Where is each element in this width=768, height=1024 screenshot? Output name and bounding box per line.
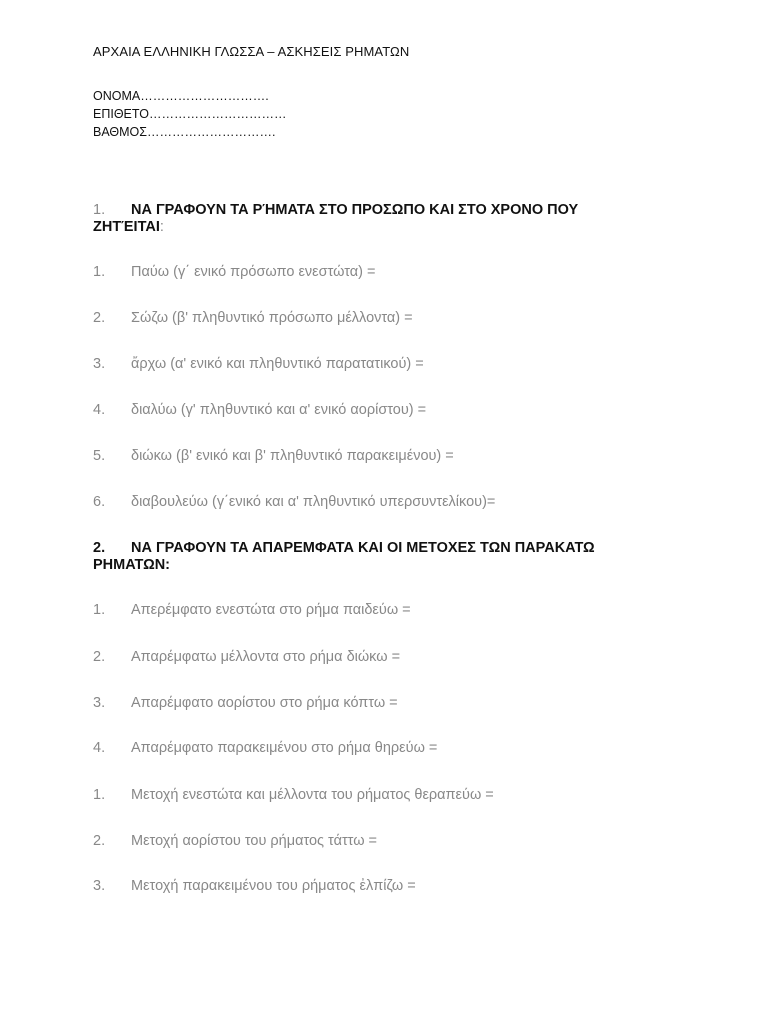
section-heading-text: ΝΑ ΓΡΑΦΟΥΝ ΤΑ ΑΠΑΡΕΜΦΑΤΑ ΚΑΙ ΟΙ ΜΕΤΟΧΕΣ ΤΩΝ ΠΑΡΑΚΑΤΩ [131,540,595,556]
item-number: 1. [93,264,106,280]
exercise-item [93,402,426,418]
name-field: ΟΝΟΜΑ…………………………. [93,89,269,103]
section-heading-text: ΖΗΤΈΙΤΑΙ [93,219,160,235]
exercise-item [93,787,494,803]
item-number: 2. [93,310,106,326]
exercise-item [93,878,416,894]
item-text: Απαρέμφατο παρακειμένου στο ρήμα θηρεύω = [131,740,438,756]
exercise-item [93,649,400,665]
item-text: διαλύω (γ' πληθυντικό και α' ενικό αορίστου) = [131,402,427,418]
section-heading-text: ΡΗΜΑΤΩΝ: [93,557,171,573]
section-heading-colon: : [159,219,164,235]
item-text: Απαρέμφατω μέλλοντα στο ρήμα διώκω = [131,649,401,665]
section-heading-text: ΝΑ ΓΡΑΦΟΥΝ ΤΑ ΡΉΜΑΤΑ ΣΤΟ ΠΡΟΣΩΠΟ ΚΑΙ ΣΤΟ ΧΡΟΝΟ ΠΟΥ [131,202,579,218]
item-number: 2. [93,833,106,849]
exercise-item [93,602,411,618]
item-text: Μετοχή παρακειμένου του ρήματος ἐλπίζω = [131,878,416,894]
item-text: διαβουλεύω (γ΄ενικό και α' πληθυντικό υπερσυντελίκου)= [131,494,496,510]
grade-field: ΒΑΘΜΟΣ…………………………. [93,125,276,139]
section-number: 2. [93,540,106,556]
item-number: 1. [93,602,106,618]
item-text: ἄρχω (α' ενικό και πληθυντικό παρατατικού) = [131,356,424,372]
item-number: 3. [93,695,106,711]
item-text: διώκω (β' ενικό και β' πληθυντικό παρακειμένου) = [131,448,454,464]
item-number: 6. [93,494,106,510]
exercise-item [93,740,437,756]
item-text: Μετοχή ενεστώτα και μέλλοντα του ρήματος θεραπεύω = [131,787,494,803]
document-title: ΑΡΧΑΙΑ ΕΛΛΗΝΙΚΗ ΓΛΩΣΣΑ – ΑΣΚΗΣΕΙΣ ΡΗΜΑΤΩΝ [93,44,410,59]
exercise-item [93,310,413,326]
exercise-item [93,695,398,711]
item-text: Μετοχή αορίστου του ρήματος τάττω = [131,833,378,849]
item-text: Απερέμφατο ενεστώτα στο ρήμα παιδεύω = [131,602,411,618]
item-number: 4. [93,740,106,756]
section-number: 1. [93,202,106,218]
item-number: 2. [93,649,106,665]
exercise-item [93,448,454,464]
item-number: 3. [93,878,106,894]
section-2-heading [93,540,653,574]
exercise-item [93,494,495,510]
item-number: 4. [93,402,106,418]
item-text: Απαρέμφατο αορίστου στο ρήμα κόπτω = [131,695,398,711]
exercise-item [93,264,375,280]
item-number: 1. [93,787,106,803]
item-text: Σώζω (β' πληθυντικό πρόσωπο μέλλοντα) = [131,310,413,326]
item-text: Παύω (γ΄ ενικό πρόσωπο ενεστώτα) = [131,264,376,280]
exercise-item [93,833,377,849]
section-1-heading [93,202,653,236]
exercise-item [93,356,424,372]
item-number: 5. [93,448,106,464]
item-number: 3. [93,356,106,372]
surname-field: ΕΠΙΘΕΤΟ…………………………… [93,107,287,121]
